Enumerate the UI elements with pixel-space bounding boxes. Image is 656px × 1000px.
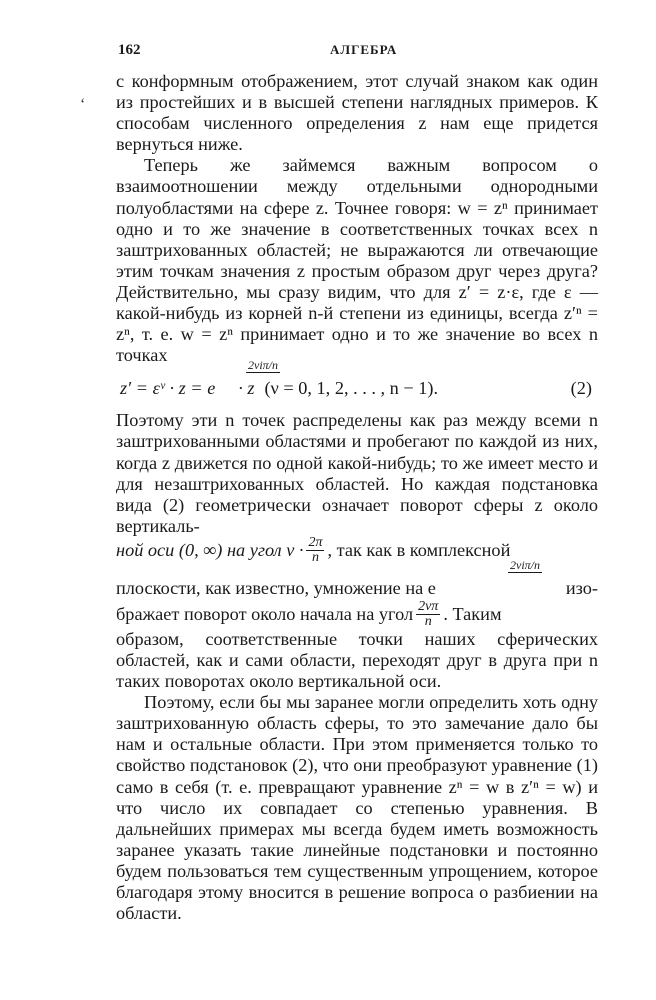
formula-range: (ν = 0, 1, 2, . . . , n − 1).: [264, 378, 439, 399]
formula-right: · z: [238, 378, 255, 399]
complex-plane-line: [116, 557, 598, 601]
p3c-end: изо-: [565, 578, 598, 599]
page-header: [118, 42, 608, 64]
exponent-2: 2νiπ/n: [510, 557, 541, 572]
equation-number: (2): [570, 378, 592, 399]
p3c-start: плоскости, как известно, умножение на e: [116, 578, 436, 599]
equation-2: [116, 358, 598, 404]
running-title: АЛГЕБРА: [330, 42, 398, 57]
page-body: [116, 71, 598, 924]
paragraph-3a: Поэтому эти n точек распределены как раз между всеми n заштрихованными областями и пробегают по каждой из них, когда z движется по одной какой-нибудь; то же имеет место и для незаштрихованных областей. Но каждая подстановка вида (2) геометрически означает поворот сферы z около вертикаль-: [116, 410, 598, 536]
frac1-numerator: 2π: [308, 535, 323, 551]
fraction-2pi-over-n: [306, 536, 324, 565]
p3d-end: . Таким: [443, 604, 502, 625]
rotation-origin-line: [116, 599, 598, 630]
paragraph-1: с конформным отображением, этот случай знаком как один из простейших и в высшей степени наглядных примеров. К способам численного определения z нам еще придется вернуться ниже.: [116, 71, 598, 155]
formula-left: z′ = εᵛ · z = e: [120, 378, 216, 399]
frac2-numerator: 2νπ: [418, 599, 439, 615]
frac2-denominator: n: [424, 614, 432, 630]
paragraph-2: Теперь же займемся важным вопросом о взаимоотношении между отдельными однородными полуобластями на сфере z. Точнее говоря: w = zⁿ принимает одно и то же значение в соответственных точках всех n заштрихованных областей; не выражаются ли отвечающие этим точкам значения z простым образом друг через друга? Действительно, мы сразу видим, что для z′ = z·ε, где ε — какой-нибудь из корней n-й степени из единицы, всегда z′ⁿ = zⁿ, т. е. w = zⁿ принимает одно и то же значение во всех n точках: [116, 155, 598, 366]
paragraph-3e: образом, соответственные точки наших сферических областей, как и сами области, переходят друг в друга при n таких поворотах около вертикальной оси.: [116, 628, 598, 692]
formula-exponent: 2νiπ/n: [248, 358, 279, 373]
paragraph-4: Поэтому, если бы мы заранее могли определить хоть одну заштрихованную область сферы, то это замечание дало бы нам и остальные области. При этом применяется только то свойство подстановок (2), что они преобразуют уравнение (1) само в себя (т. е. превращают уравнение zⁿ = w в z′ⁿ = w) и что число их совпадает со степенью уравнения. В дальнейших примерах мы всегда будем иметь возможность заранее указать такие линейные подстановки и постоянно будем пользоваться тем существенным упрощением, которое благодаря этому вносится в решение вопроса о разбиении на области.: [116, 692, 598, 924]
frac1-denominator: n: [311, 550, 319, 566]
p3b-start: ной оси (0, ∞) на угол ν ·: [116, 540, 304, 561]
fraction-2nupi-over-n: [416, 600, 440, 629]
page-number: 162: [118, 42, 141, 58]
margin-mark: ‘: [80, 96, 86, 113]
p3d-start: бражает поворот около начала на угол: [116, 604, 414, 625]
p3b-end: , так как в комплексной: [327, 540, 511, 561]
